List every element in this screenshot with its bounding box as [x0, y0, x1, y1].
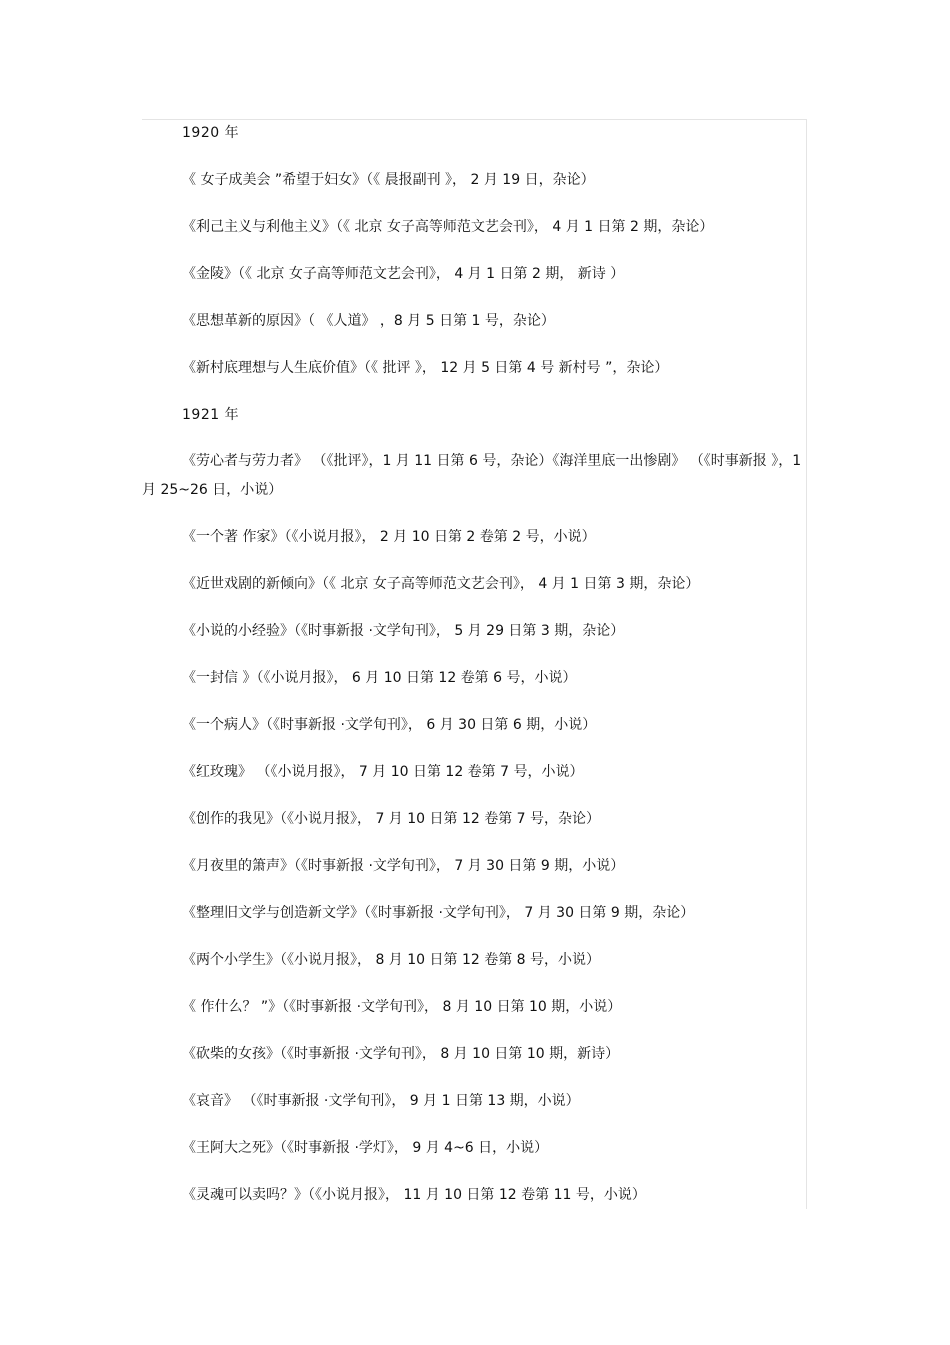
- bibliography-entry: 《思想革新的原因》（ 《人道》 ，8 月 5 日第 1 号，杂论）: [182, 313, 555, 329]
- bibliography-entry: 《创作的我见》（《小说月报》， 7 月 10 日第 12 卷第 7 号，杂论）: [182, 811, 601, 827]
- bibliography-entry: 《小说的小经验》（《时事新报 ·文学旬刊》， 5 月 29 日第 3 期，杂论）: [182, 623, 625, 639]
- bibliography-entry: 《近世戏剧的新倾向》（《 北京 女子高等师范文艺会刊》， 4 月 1 日第 3 期，杂论）: [182, 576, 700, 592]
- bibliography-entry: 《月夜里的箫声》（《时事新报 ·文学旬刊》， 7 月 30 日第 9 期，小说）: [182, 858, 625, 874]
- bibliography-entry: 《一个著 作家》（《小说月报》， 2 月 10 日第 2 卷第 2 号，小说）: [182, 529, 596, 545]
- bibliography-entry: 《一封信 》（《小说月报》， 6 月 10 日第 12 卷第 6 号，小说）: [182, 670, 577, 686]
- year-heading-1921: 1921 年: [182, 407, 240, 423]
- bibliography-entry: 《金陵》（《 北京 女子高等师范文艺会刊》， 4 月 1 日第 2 期， 新诗 ）: [182, 266, 625, 282]
- bibliography-entry: 《利己主义与利他主义》（《 北京 女子高等师范文艺会刊》， 4 月 1 日第 2 期，杂论）: [182, 219, 714, 235]
- bibliography-entry: 《整理旧文学与创造新文学》（《时事新报 ·文学旬刊》， 7 月 30 日第 9 期，杂论）: [182, 905, 695, 921]
- bibliography-entry: 《灵魂可以卖吗？》（《小说月报》， 11 月 10 日第 12 卷第 11 号，小说）: [182, 1187, 646, 1203]
- bibliography-entry: 《 女子成美会 ”希望于妇女》（《 晨报副刊 》， 2 月 19 日，杂论）: [182, 172, 595, 188]
- bibliography-entry: 《砍柴的女孩》（《时事新报 ·文学旬刊》， 8 月 10 日第 10 期，新诗）: [182, 1046, 620, 1062]
- bibliography-entry: 《新村底理想与人生底价值》（《 批评 》， 12 月 5 日第 4 号 新村号 ”，杂论）: [182, 360, 669, 376]
- document-body: [142, 122, 808, 1231]
- bibliography-entry-wrapped: 《劳心者与劳力者》 （《批评》，1 月 11 日第 6 号，杂论）《海洋里底一出惨剧》 （《时事新报 》，1 月 25~26 日，小说）: [142, 453, 802, 498]
- bibliography-entry: 《王阿大之死》（《时事新报 ·学灯》， 9 月 4~6 日，小说）: [182, 1140, 549, 1156]
- bibliography-entry: 《 作什么？ ”》（《时事新报 ·文学旬刊》， 8 月 10 日第 10 期，小说）: [182, 999, 622, 1015]
- bibliography-entry: 《哀音》 （《时事新报 ·文学旬刊》， 9 月 1 日第 13 期，小说）: [182, 1093, 580, 1109]
- year-heading-1920: 1920 年: [182, 125, 240, 141]
- bibliography-entry: 《一个病人》（《时事新报 ·文学旬刊》， 6 月 30 日第 6 期，小说）: [182, 717, 597, 733]
- bibliography-entry: 《红玫瑰》 （《小说月报》， 7 月 10 日第 12 卷第 7 号，小说）: [182, 764, 584, 780]
- bibliography-entry: 《两个小学生》（《小说月报》， 8 月 10 日第 12 卷第 8 号，小说）: [182, 952, 601, 968]
